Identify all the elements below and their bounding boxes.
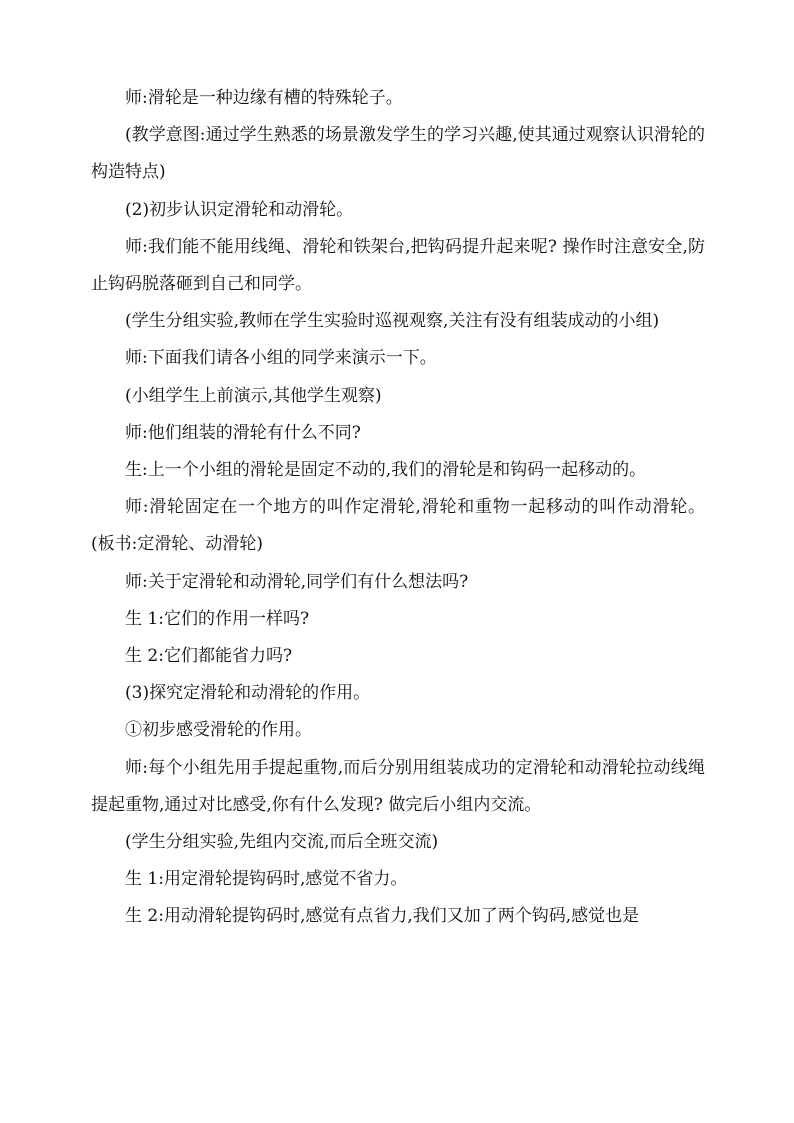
paragraph: 生 1:用定滑轮提钩码时,感觉不省力。 [125,869,408,890]
paragraph: 生 2:用动滑轮提钩码时,感觉有点省力,我们又加了两个钩码,感觉也是 [125,906,640,927]
paragraph: (学生分组实验,教师在学生实验时巡视观察,关注有没有组装成动的小组) [125,311,660,332]
paragraph: 师:下面我们请各小组的同学来演示一下。 [125,348,437,369]
paragraph: 生 1:它们的作用一样吗? [125,608,310,629]
paragraph: 师:他们组装的滑轮有什么不同? [125,422,361,443]
paragraph: 师:关于定滑轮和动滑轮,同学们有什么想法吗? [125,571,469,592]
paragraph: (2)初步认识定滑轮和动滑轮。 [125,199,354,220]
paragraph: (学生分组实验,先组内交流,而后全班交流) [125,832,439,853]
paragraph: 师:我们能不能用线绳、滑轮和铁架台,把钩码提升起来呢? 操作时注意安全,防止钩码脱落砸到自己和同学。 [91,236,705,295]
paragraph: ①初步感受滑轮的作用。 [125,720,312,741]
paragraph: (小组学生上前演示,其他学生观察) [125,385,382,406]
paragraph: 生 2:它们都能省力吗? [125,646,293,667]
paragraph: 师:每个小组先用手提起重物,而后分别用组装成功的定滑轮和动滑轮拉动线绳提起重物,通过对比感受,你有什么发现? 做完后小组内交流。 [91,757,705,815]
paragraph: (教学意图:通过学生熟悉的场景激发学生的学习兴趣,使其通过观察认识滑轮的构造特点) [91,125,705,183]
document-body [91,80,705,936]
paragraph: 生:上一个小组的滑轮是固定不动的,我们的滑轮是和钩码一起移动的。 [125,460,647,481]
paragraph: 师:滑轮是一种边缘有槽的特殊轮子。 [125,88,403,108]
paragraph: (3)探究定滑轮和动滑轮的作用。 [125,683,371,704]
paragraph: 师:滑轮固定在一个地方的叫作定滑轮,滑轮和重物一起移动的叫作动滑轮。 (板书:定滑轮、动滑轮) [91,497,705,555]
